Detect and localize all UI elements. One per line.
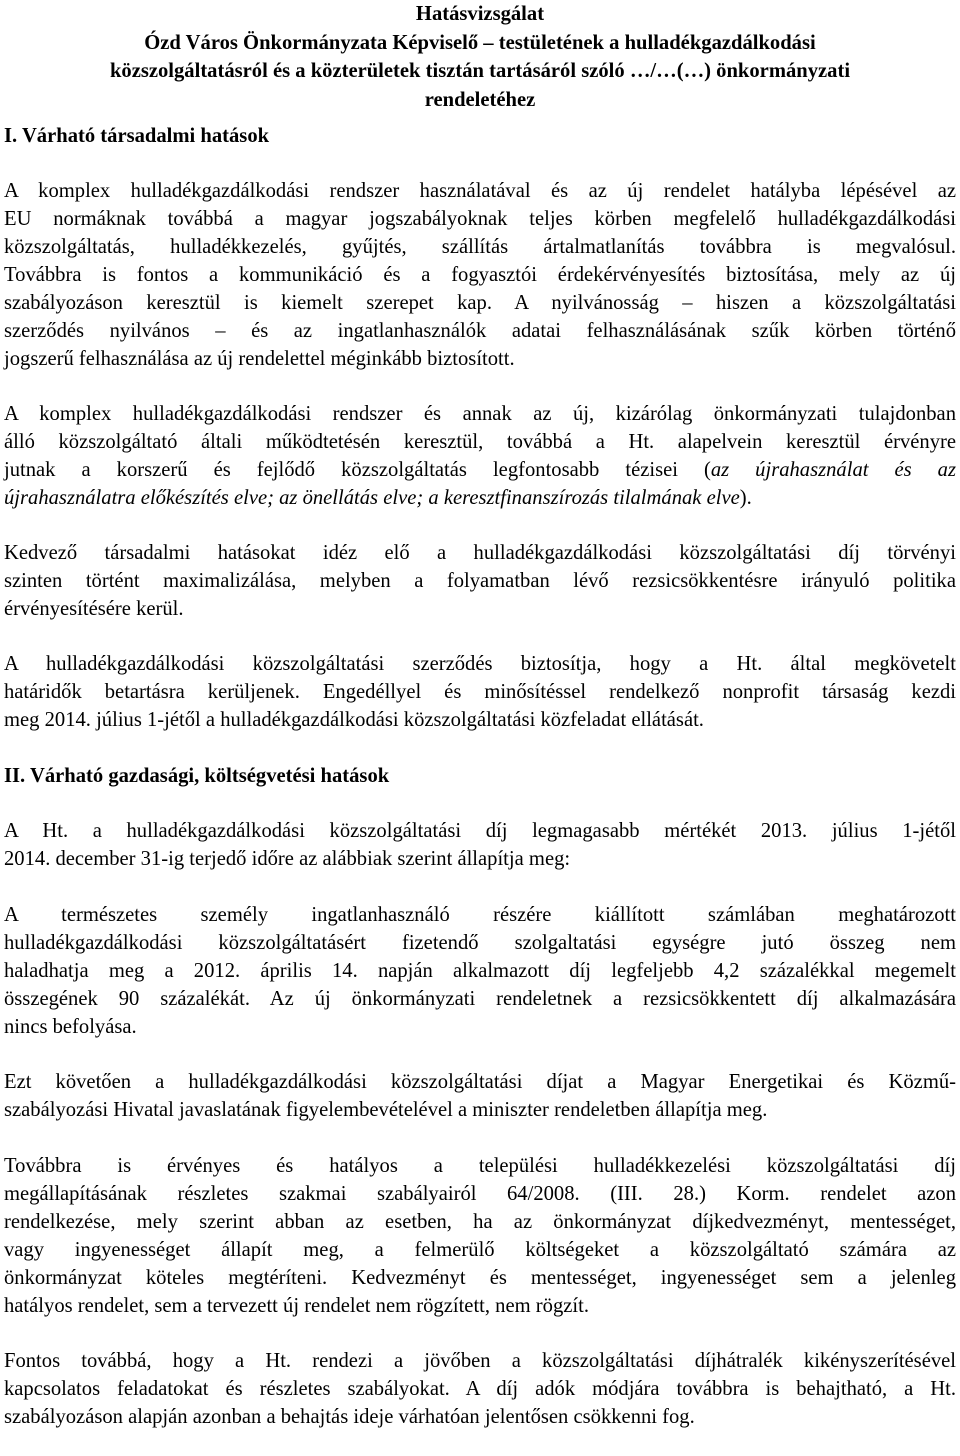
- document-subtitle-line: rendeletéhez: [424, 88, 536, 111]
- paragraph-line: érvényesítésére kerül.: [4, 598, 184, 620]
- paragraph-text: ).: [739, 487, 752, 509]
- paragraph-line: [4, 456, 956, 484]
- paragraph-line: megállapításának részletes szakmai szabályairól 64/2008. (III. 28.) Korm. rendelet azon: [4, 1183, 956, 1205]
- paragraph-line: meg 2014. július 1-jétől a hulladékgazdálkodási közszolgáltatási közfeladat ellátását.: [4, 709, 704, 731]
- paragraph-text: jutnak a korszerű és fejlődő közszolgáltatás legfontosabb tézisei (: [4, 459, 711, 481]
- paragraph: [4, 901, 956, 1041]
- italic-principles-text: az újrahasználat és az: [710, 459, 956, 481]
- italic-principles-text: újrahasználatra előkészítés elve; az önellátás elve; a keresztfinanszírozás tilalmának elve: [4, 487, 740, 509]
- paragraph-line: A Ht. a hulladékgazdálkodási közszolgáltatási díj legmagasabb mértékét 2013. július 1-jétől: [4, 820, 956, 842]
- paragraph-line: hulladékgazdálkodási közszolgáltatásért fizetendő szolgaltatási egységre jutó összeg nem: [4, 932, 956, 954]
- document-subtitle-line: Ózd Város Önkormányzata Képviselő – testületének a hulladékgazdálkodási: [144, 31, 816, 54]
- document-header: [4, 0, 956, 114]
- paragraph-line: 2014. december 31-ig terjedő időre az alábbiak szerint állapítja meg:: [4, 848, 571, 870]
- paragraph-line: jogszerű felhasználása az új rendelettel méginkább biztosított.: [4, 348, 515, 370]
- document-title: Hatásvizsgálat: [415, 3, 545, 25]
- section-heading-economic-impacts: II. Várható gazdasági, költségvetési hatások: [4, 765, 390, 787]
- paragraph-line: Ezt követően a hulladékgazdálkodási közszolgáltatási díjat a Magyar Energetikai és Közmű-: [4, 1071, 956, 1093]
- document-subtitle-line: közszolgáltatásról és a közterületek tisztán tartásáról szóló …/…(…) önkormányzati: [109, 60, 851, 82]
- paragraph-line: Fontos továbbá, hogy a Ht. rendezi a jövőben a közszolgáltatási díjhátralék kikényszerítésével: [4, 1350, 956, 1372]
- section-heading-social-impacts: I. Várható társadalmi hatások: [4, 125, 270, 147]
- paragraph-line: önkormányzat köteles megtéríteni. Kedvezményt és mentességet, ingyenességet sem a jelenleg: [4, 1267, 956, 1289]
- paragraph-line: álló közszolgáltató általi működtetésén keresztül, továbbá a Ht. alapelvein keresztül érvényre: [4, 431, 956, 453]
- paragraph-line: szabályozáson keresztül is kiemelt szerepet kap. A nyilvánosság – hiszen a közszolgáltatási: [4, 292, 956, 314]
- paragraph-line: A természetes személy ingatlanhasználó részére kiállított számlában meghatározott: [4, 904, 956, 926]
- paragraph-line: szabályozási Hivatal javaslatának figyelembevételével a miniszter rendeletben állapítja meg.: [4, 1099, 768, 1121]
- paragraph-line: szinten történt maximalizálása, melyben a folyamatban lévő rezsicsökkentésre irányuló politika: [4, 570, 956, 592]
- paragraph-line: összegének 90 százalékát. Az új önkormányzati rendeletnek a rezsicsökkentett díj alkalmazására: [4, 988, 956, 1010]
- paragraph: [4, 1068, 956, 1124]
- paragraph: [4, 817, 956, 873]
- paragraph-line: Kedvező társadalmi hatásokat idéz elő a hulladékgazdálkodási közszolgáltatási díj törvényi: [4, 542, 956, 564]
- paragraph-line: közszolgáltatás, hulladékkezelés, gyűjtés, szállítás ártalmatlanítás továbbra is megvalósul.: [4, 236, 956, 258]
- paragraph: [4, 1152, 956, 1320]
- paragraph-line: szerződés nyilvános – és az ingatlanhasználók adatai felhasználásának szűk körben történő: [4, 320, 956, 342]
- paragraph-line: EU normáknak továbbá a magyar jogszabályoknak teljes körben megfelelő hulladékgazdálkodási: [4, 208, 956, 230]
- paragraph-line: határidők betartásra kerüljenek. Engedéllyel és minősítéssel rendelkező nonprofit társaság kezdi: [4, 681, 956, 703]
- paragraph-line: nincs befolyása.: [4, 1016, 137, 1038]
- paragraph-line: rendelkezése, mely szerint abban az esetben, ha az önkormányzat díjkedvezményt, mentességet,: [4, 1211, 956, 1233]
- paragraph-line: kapcsolatos feladatokat és részletes szabályokat. A díj adók módjára továbbra is behajtható, a Ht.: [4, 1378, 956, 1400]
- paragraph: [4, 1347, 956, 1431]
- paragraph: [4, 539, 956, 623]
- paragraph-line: hatályos rendelet, sem a tervezett új rendelet nem rögzített, nem rögzít.: [4, 1295, 589, 1317]
- paragraph-line: [4, 484, 956, 512]
- paragraph-line: haladhatja meg a 2012. április 14. napján alkalmazott díj legfeljebb 4,2 százalékkal megemelt: [4, 960, 956, 982]
- paragraph-line: A komplex hulladékgazdálkodási rendszer és annak az új, kizárólag önkormányzati tulajdonban: [4, 403, 956, 425]
- paragraph-line: A komplex hulladékgazdálkodási rendszer használatával és az új rendelet hatályba lépésével az: [4, 180, 956, 202]
- paragraph: [4, 650, 956, 734]
- paragraph-line: A hulladékgazdálkodási közszolgáltatási szerződés biztosítja, hogy a Ht. által megkövetelt: [4, 653, 956, 675]
- paragraph: [4, 400, 956, 512]
- paragraph-line: vagy ingyenességet állapít meg, a felmerülő költségeket a közszolgáltató számára az: [4, 1239, 956, 1261]
- paragraph-line: szabályozáson alapján azonban a behajtás ideje várhatóan jelentősen csökkenni fog.: [4, 1406, 695, 1428]
- paragraph: [4, 177, 956, 373]
- paragraph-line: Továbbra is fontos a kommunikáció és a fogyasztói érdekérvényesítés biztosítása, mely az új: [4, 264, 956, 286]
- paragraph-line: Továbbra is érvényes és hatályos a települési hulladékkezelési közszolgáltatási díj: [4, 1155, 956, 1177]
